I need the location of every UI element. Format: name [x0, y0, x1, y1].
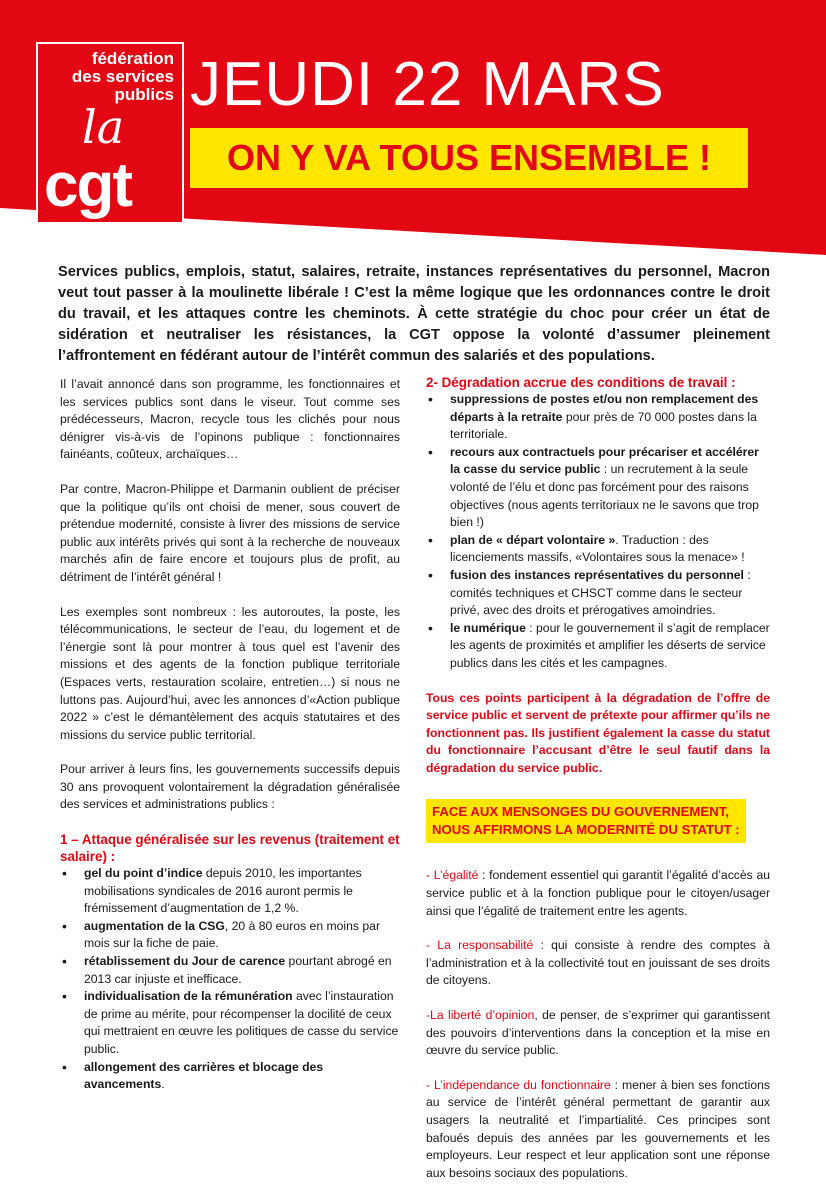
- logo-line-1: fédération: [91, 49, 174, 68]
- list-item-text: depuis 2010, les importantes mobilisations syndicales de 2016 auront permis le frémissement d’augmentation de 1,2 %.: [84, 866, 362, 916]
- conclusion-red-paragraph: Tous ces points participent à la dégradation de l’offre de service public et servent de prétexte pour affirmer qu’ils ne fonctionnent pas. Ils justifient également la casse du statut du fonctionnaire l’accusant d’être le seul fautif dans la dégradation du service public.: [426, 690, 770, 775]
- work-conditions-list: [426, 391, 770, 673]
- list-item: [426, 391, 770, 444]
- list-item-bold: augmentation de la CSG: [84, 918, 225, 933]
- list-item: [426, 567, 770, 620]
- cgt-logo: [38, 44, 182, 222]
- affirmation-item: [426, 1007, 770, 1060]
- list-item-bold: fusion des instances représentatives du personnel: [450, 567, 744, 582]
- left-paragraph-4: Pour arriver à leurs fins, les gouvernements successifs depuis 30 ans provoquent volontairement la dégradation généralisée des services et administrations publics :: [60, 762, 400, 812]
- list-item-bold: le numérique: [450, 620, 526, 635]
- right-column: [426, 374, 770, 1199]
- list-item: [60, 988, 400, 1058]
- logo-line-2: des services: [71, 67, 174, 86]
- affirmation-item: [426, 937, 770, 990]
- list-item-text: pourtant abrogé en 2013 car injuste et inefficace.: [84, 954, 392, 986]
- header-banner: [0, 0, 826, 270]
- list-item: [426, 444, 770, 532]
- logo-la: la: [82, 100, 125, 154]
- logo-cgt: cgt: [44, 151, 131, 220]
- list-item-bold: rétablissement du Jour de carence: [84, 954, 286, 969]
- highlight-line-1: FACE AUX MENSONGES DU GOUVERNEMENT,: [432, 804, 729, 820]
- list-item: [60, 1059, 400, 1094]
- affirmation-text: : mener à bien ses fonctions au service de l’intérêt général permettant de garantir aux usagers la neutralité et l’impartialité. Ces principes sont bafoués depuis des années par les gouvernements et les employeurs. Leur respect et leur application sont une réponse aux besoins sociaux des populations.: [426, 1077, 770, 1180]
- affirmation-label: - La responsabilité: [426, 938, 534, 953]
- affirmation-item: [426, 1077, 770, 1183]
- affirmation-label: - L’indépendance du fonctionnaire: [426, 1077, 611, 1092]
- list-item-text: pour près de 70 000 postes dans la territoriale.: [450, 409, 757, 442]
- list-item-text: avec l’instauration de prime au mérite, pour récompenser la docilité de ceux qui mettraient en œuvre les politiques de casse du service public.: [84, 989, 399, 1056]
- highlight-line-2: NOUS AFFIRMONS LA MODERNITÉ DU STATUT :: [432, 822, 740, 838]
- logo-line-3: publics: [114, 85, 174, 104]
- revenue-attack-list: [60, 865, 400, 1094]
- list-item-bold: gel du point d’indice: [84, 866, 203, 881]
- list-item-text: . Traduction : des licenciements massifs, «Volontaires sous la menace» !: [450, 532, 745, 565]
- section-heading-1: 1 – Attaque généralisée sur les revenus (traitement et salaire) :: [60, 832, 400, 865]
- list-item-bold: individualisation de la rémunération: [84, 989, 293, 1004]
- statute-highlight-box: [426, 799, 746, 843]
- list-item-bold: suppressions de postes et/ou non remplacement des départs à la retraite: [450, 392, 759, 424]
- page-title: JEUDI 22 MARS: [190, 50, 665, 119]
- affirmation-label: -La liberté d’opinion: [426, 1008, 535, 1023]
- list-item-text: .: [161, 1077, 165, 1092]
- list-item-text: : pour le gouvernement il s’agit de remplacer les agents de proximités et amplifier les déserts de service publics dans les cités et les campagnes.: [450, 620, 770, 670]
- affirmation-text: : fondement essentiel qui garantit l’égalité d’accès au service public et à la fonction publique pour le citoyen/usager ainsi que l’égalité de traitement entre les agents.: [426, 868, 770, 918]
- list-item-bold: plan de « départ volontaire »: [450, 532, 616, 547]
- left-column: [60, 376, 400, 1111]
- list-item: [426, 532, 770, 567]
- list-item: [60, 865, 400, 918]
- affirmation-label: - L’égalité: [426, 868, 479, 883]
- intro-paragraph: Services publics, emplois, statut, salaires, retraite, instances représentatives du personnel, Macron veut tout passer à la moulinette libérale ! C’est la même logique que les ordonnances contre le droit du travail, et les attaques contre les cheminots. À cette stratégie du choc pour créer un état de sidération et neutraliser les résistances, la CGT oppose la volonté d’assumer pleinement l’affrontement en fédérant autour de l’intérêt commun des salariés et des populations.: [58, 264, 770, 364]
- affirmation-text: , de penser, de s’exprimer qui garantissent des pouvoirs d’interventions dans la conception et la mise en œuvre du service public.: [426, 1008, 770, 1058]
- list-item: [426, 620, 770, 673]
- list-item-text: : un recrutement à la seule volonté de l’élu et donc pas forcément pour des raisons objectives (nous agents territoriaux ne le savons que trop bien !): [450, 462, 759, 530]
- list-item: [60, 918, 400, 953]
- affirmation-text: : qui consiste à rendre des comptes à l’administration et à la collectivité tout en jouissant de ses droits de citoyens.: [426, 938, 770, 988]
- left-paragraph-2: Par contre, Macron-Philippe et Darmanin oublient de préciser que la politique qu’ils ont choisi de mener, sous couvert de prétendue modernité, consiste à livrer des missions de service public aux intérêts privés qui sont à la recherche de nouveaux marchés afin de faire encore et toujours plus de profit, au détriment de l’intérêt général !: [60, 481, 400, 584]
- list-item-text: : comités techniques et CHSCT comme dans le secteur privé, avec des droits et prérogatives amoindries.: [450, 567, 751, 618]
- list-item: [60, 953, 400, 988]
- left-paragraph-1: Il l’avait annoncé dans son programme, les fonctionnaires et les services publics sont dans le viseur. Tout comme ses prédécesseurs, Macron, recycle tous les clichés pour nous dénigrer vis-à-vis de l’opinons publique : fonctionnaires fainéants, coûteux, archaïques…: [60, 377, 400, 462]
- left-paragraph-3: Les exemples sont nombreux : les autoroutes, la poste, les télécommunications, le secteur de l’eau, du logement et de l’énergie sont là pour montrer à tous quel est l’avenir des missions et des agents de la fonction publique territoriale (Espaces verts, restauration scolaire, entretien…) si nous ne luttons pas. Aujourd’hui, avec les annonces d’«Action publique 2022 » c’est le démantèlement des acquis statutaires et des missions du service public territorial.: [60, 604, 400, 742]
- list-item-text: , 20 à 80 euros en moins par mois sur la fiche de paie.: [84, 918, 381, 951]
- list-item-bold: allongement des carrières et blocage des avancements: [84, 1059, 324, 1092]
- list-item-bold: recours aux contractuels pour précariser et accélérer la casse du service public: [450, 444, 759, 477]
- page-subtitle: ON Y VA TOUS ENSEMBLE !: [190, 128, 748, 188]
- section-heading-2: 2- Dégradation accrue des conditions de travail :: [426, 375, 736, 390]
- affirmation-item: [426, 867, 770, 920]
